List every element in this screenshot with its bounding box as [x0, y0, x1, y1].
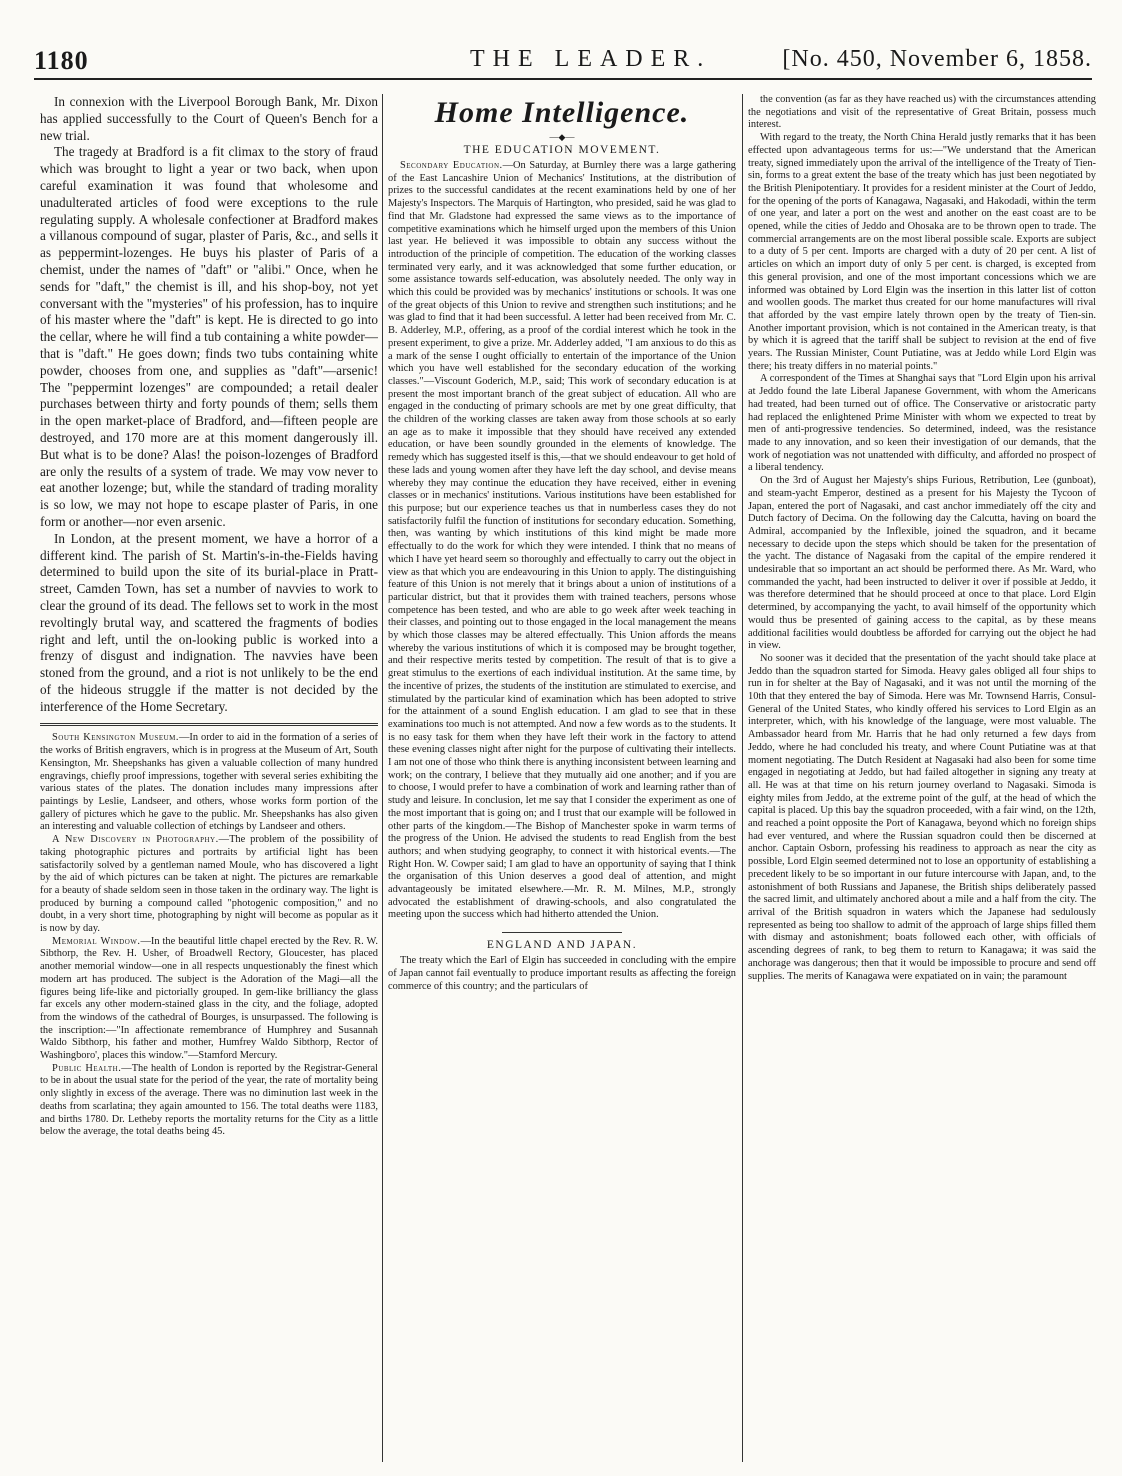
masthead: [34, 40, 1092, 76]
paragraph-liverpool-bank: In connexion with the Liverpool Borough Bank, Mr. Dixon has applied successfully to the Court of Queen's Bench for a new trial.: [40, 94, 378, 143]
note-photography: [40, 834, 378, 936]
note-lead: Public Health.: [52, 1062, 122, 1074]
article-text: —On Saturday, at Burnley there was a large gathering of the East Lancashire Union of Mechanics' Institutions, at the distribution of prizes to the successful candidates at the recent examinations held by one of her Majesty's Inspectors. The Marquis of Hartington, who presided, said he was glad to find that Mr. Gladstone had expressed the same views as to the importance of competitive examinations which he himself urged upon the members of this Union last year. He believed it was impossible to obtain any success without the introduction of the principle of competition. The education of the working classes terminated very early, and it was acknowledged that some further education, or some assistance towards self-education, was absolutely needed. The only way in which this could be provided was by mechanics' institutions or schools. It was one of the great objects of this Union to revive and strengthen such institutions; and he was glad to find that it had been successful. A letter had been received from Mr. C. B. Adderley, M.P., offering, as a proof of the cordial interest which he took in the present experiment, to give a prize. Mr. Adderley added, "I am anxious to do this as a mark of the sense I ought officially to entertain of the importance of the Union which you have well established for the secondary education of the working classes."—Viscount Goderich, M.P., said; This work of secondary education is at present the most important branch of the great subject of education. All who are engaged in the conducting of primary schools are met by one great difficulty, that the children of the working classes are taken away from those schools at so early an age as to make it impossible that they should have received any extended education, or have been soundly grounded in the elements of knowledge. The remedy which has suggested itself is this,—that we should endeavour to get hold of these lads and young women after they have left the day school, and devise means whereby they may continue the education they have received, either in evening classes or in mechanics' institutions. Various institutions have been established for this purpose; but our experience teaches us that in numberless cases they do not satisfactorily fulfil the function of institutions for secondary education. Something, then, was wanting by which institutions of this kind might be made more effectually to do the work for which they were intended. I think that no means of which I have yet heard seem so thoroughly and effectually to carry out the object in view as that which you are endeavouring in this Union to apply. The distinguishing feature of this Union is not merely that it brings about a union of institutions of a particular district, but that it provides them with trained teachers, persons whose competence has been tested, and who are able to go week after week teaching in their classes, and pointing out to those engaged in the local management the means by which those classes may be altered effectually. This Union affords the means whereby the various institutions of which it is composed may be brought together, and their respective merits tested by competition. The result of that is to give a great stimulus to the exertions of each individual institution. At the same time, by the incentive of prizes, the students of the institution are stimulated to exercise, and stimulated by the particular kind of examination which has been adopted to strive for the attainment of a sound English education. I am glad to see that in these examinations too much is not attempted. And now a few words as to the students. It is no easy task for them when they have left their work in the factory to attend these evening classes night after night for the purpose of cultivating their intellects. I am not one of those who think there is anything inconsistent between learning and work; on the contrary, I believe that they mutually aid one another; and if you are to choose, I would prefer to have a combination of work and learning rather than of study and leisure. In conclusion, let me say that I consider the experiment as one of the most important that is going on; and I trust that our example will be followed in other parts of the kingdom.—The Bishop of Manchester spoke in warm terms of the progress of the Union. He advised the students to read English from the best authors; and when studying geography, to connect it with historical events.—The Right Hon. W. Cowper said; I am glad to have an opportunity of saying that I think the organisation of this Union deserves a good deal of attention, and might advantageously be imitated elsewhere.—Mr. R. M. Milnes, M.P., strongly advocated the establishment of drawing-schools, and also congratulated the meeting upon the success which had hitherto attended the Union.: [388, 160, 736, 921]
paragraph-treaty-herald: With regard to the treaty, the North China Herald justly remarks that it has been effected upon advantageous terms for us:—"We understand that the American treaty, signed immediately upon the arrival of the intelligence of the Treaty of Tien-sin, forms to a great extent the base of the treaty which has just been negotiated by the British Plenipotentiary. It provides for a resident minister at the Court of Jeddo, for the opening of the ports of Kanagawa, Nagasaki, and Hakodadi, within the term of one year, and later a port on the west and another on the east coast are to be opened, while the cities of Jeddo and Ohosaka are to be thrown open to trade. The commercial arrangements are on the most liberal possible scale. Exports are subject to a duty of 5 per cent. Imports are charged with a duty of 20 per cent. A list of articles on which an import duty of only 5 per cent. is charged, is excepted from this general provision, and one of the most important concessions which we are informed was obtained by Lord Elgin was the insertion in this latter list of cotton and woollen goods. The market thus created for our home manufactures will rival that afforded by the vast empire lately thrown open by the treaty of Tien-sin. Another important provision, which is not contained in the American treaty, is that by which it is agreed that the tariff shall be subject to revision at the end of five years. The Russian Minister, Count Putiatine, was at Jeddo while Lord Elgin was there; his treaty differs in no material points.": [748, 132, 1096, 372]
ornament-icon: —◆—: [549, 132, 575, 142]
article-divider: [502, 932, 622, 933]
column-divider-1: [382, 94, 383, 1462]
column-left: [40, 94, 378, 1464]
paragraph-simoda-kanagawa: No sooner was it decided that the presentation of the yacht should take place at Jeddo than the squadron started for Simoda. Heavy gales obliged all four ships to run in for shelter at the Bay of Nagasaki, and it was not until the morning of the 10th that they entered the bay of Simoda. Here was Mr. Townsend Harris, Consul-General of the United States, who kindly offered his services to Lord Elgin as an interpreter, which, with his knowledge of the language, were most valuable. The Ambassador heard from Mr. Harris that he had only returned a few days from Jeddo, where he had concluded his treaty, and where Count Putiatine was at that moment negotiating. The Dutch Resident at Nagasaki had also been for some time engaged in negotiating at Jeddo, but had failed altogether in signing any treaty at all. He was at that time on his return journey overland to Nagasaki. Simoda is eighty miles from Jeddo, at the extreme point of the gulf, at the head of which the capital is placed. Up this bay the squadron proceeded, with a fair wind, on the 12th, and reached a point opposite the Port of Kanagawa, beyond which no foreign ships had ever ventured, and where the Russian squadron could then be discerned at anchor. Captain Osborn, professing his readiness to approach as near the city as possible, Lord Elgin seemed determined not to lose an opportunity of establishing a precedent likely to be so important in our future intercourse with Japan, and, to the astonishment of both Russians and Japanese, the British ships deliberately passed the sacred limit, and ultimately anchored about a mile and a half from the city. The arrival of the British squadron in waters which the Japanese had sedulously represented as being too shallow to admit of the approach of large ships filled them with dismay and astonishment; boats followed each other, with officials of ascending degrees of rank, to beg them to return to Kanagawa; it was said the anchorage was dangerous; then that it would be impossible to procure and send off supplies. The merits of Kanagawa were expatiated on in vain; the paramount: [748, 652, 1096, 982]
masthead-rule: [34, 78, 1092, 80]
article-title-england-japan: ENGLAND AND JAPAN.: [486, 939, 638, 952]
note-public-health: [40, 1063, 378, 1139]
section-title-home-intelligence: Home Intelligence.: [434, 96, 690, 129]
issue-date: [No. 450, November 6, 1858.: [782, 46, 1092, 72]
paragraph-times-correspondent: A correspondent of the Times at Shanghai says that "Lord Elgin upon his arrival at Jeddo found the late Liberal Japanese Government, with whom the Americans had treated, had been turned out of office. The Conservative or aristocratic party had replaced the enlightened Prime Minister with whom we expected to treat by men of anti-progressive tendencies. So determined, indeed, was the resistance made to any innovation, and so keen their investigation of our demands, that the work of negotiation was not unattended with difficulty, and afforded no prospect of a liberal tendency.: [748, 373, 1096, 474]
section-divider: [40, 723, 378, 726]
column-right: [748, 94, 1096, 1464]
note-text: —In order to aid in the formation of a series of the works of British engravers, which is in progress at the Museum of Art, South Kensington, Mr. Sheepshanks has given a valuable collection of many hundred engravings, chiefly proof impressions, together with several series exhibiting the various states of the plates. The donation includes many impressions after paintings by Leslie, Landseer, and others, whose works form portion of the gallery of pictures which he gave to the public. Mr. Sheepshanks has also given an interesting and valuable collection of etchings by Landseer and others.: [40, 732, 378, 833]
paragraph-nagasaki-arrival: On the 3rd of August her Majesty's ships Furious, Retribution, Lee (gunboat), and steam-yacht Emperor, destined as a present for his Majesty the Tycoon of Japan, entered the port of Nagasaki, and cast anchor immediately off the city and Dutch factory of Decima. On the following day the Calcutta, having on board the Admiral, accompanied by the Inflexible, joined the squadron, and it became necessary to decide upon the steps which should be taken for the presentation of the yacht. The distance of Nagasaki from the capital of the empire rendered it undesirable that so important an act should be performed there. As Mr. Ward, who commanded the yacht, had been instructed to deliver it over if possible at Jeddo, it was therefore determined that he should proceed at once to that place. Lord Elgin determined, by accompanying the yacht, to avail himself of the opportunity which would thus be presented of gaining access to the capital, as by these means additional facilities would doubtless be afforded for carrying out the object he had in view.: [748, 475, 1096, 652]
note-text: —In the beautiful little chapel erected by the Rev. R. W. Sibthorp, the Rev. H. Usher, of Broadwell Rectory, Gloucester, has placed another memorial window—one in all respects unquestionably the finest which modern art has produced. The subject is the Adoration of the Magi—all the figures being life-like and pictorially grouped. In gem-like brilliancy the glass far excels any other modern-stained glass in the city, and the foliage, adopted from the windows of the cathedral of Bourges, is unsurpassed. The following is the inscription:—"In affectionate remembrance of Humphrey and Susannah Waldo Sibthorp, his father and mother, Humfrey Waldo Sibthorp, Rector of Washingboro', places this window."—Stamford Mercury.: [40, 935, 378, 1062]
article-england-japan-body: The treaty which the Earl of Elgin has succeeded in concluding with the empire of Japan cannot fail eventually to produce important results as affecting the foreign commerce of this country; and the particulars of: [388, 955, 736, 992]
article-title-education: THE EDUCATION MOVEMENT.: [463, 144, 661, 156]
page-number: 1180: [34, 46, 89, 75]
note-south-kensington: [40, 732, 378, 834]
article-lead: Secondary Education.: [400, 160, 503, 171]
note-lead: South Kensington Museum.: [52, 732, 179, 744]
paragraph-bradford-tragedy: The tragedy at Bradford is a fit climax to the story of fraud which was brought to light a year or two back, when upon careful examination it was found that wholesome and unadulterated articles of food were exceptions to the rule regulating supply. A wholesale confectioner at Bradford makes a villanous compound of sugar, plaster of Paris, &c., and sells it as peppermint-lozenges. He buys his plaster of Paris of a chemist, under the names of "daft" or "alibi." Once, when he sends for "daft," the chemist is ill, and his shop-boy, not yet conversant with the "mysteries" of his profession, has to inquire of his master where the "daft" is kept. He is directed to go into the cellar, where he will find a tub containing a white powder—that is "daft." He goes down; finds two tubs containing white powder, chooses from one, and supplies as "daft"—arsenic! The "peppermint lozenges" are compounded; a retail dealer purchases between thirty and forty pounds of them; sells them in the open market-place of Bradford, and—fifteen people are destroyed, and 170 more are at this moment dangerously ill. But what is to be done? Alas! the poison-lozenges of Bradford are only the results of a system of trade. We may vow never to eat another lozenge; but, while the standard of trading morality is so low, we may not hope to escape plaster of Paris, in one form or another—nor even arsenic.: [40, 144, 378, 529]
article-education-body: [388, 160, 736, 922]
paragraph-convention: the convention (as far as they have reached us) with the circumstances attending the negotiations and visit of the representative of Great Britain, possess much interest.: [748, 94, 1096, 131]
note-text: —The health of London is reported by the Registrar-General to be in about the usual state for the period of the year, the rate of mortality being only slightly in excess of the average. There was no diminution last week in the deaths from scarlatina; they again amounted to 156. The total deaths were 1183, and births 1780. Dr. Letheby reports the mortality returns for the City as a little below the average, the total deaths being 45.: [40, 1062, 378, 1138]
note-memorial-window: [40, 936, 378, 1063]
note-lead: A New Discovery in Photography.: [52, 834, 219, 846]
paragraph-london-burial: In London, at the present moment, we have a horror of a different kind. The parish of St. Martin's-in-the-Fields having determined to build upon the site of its burial-place in Pratt-street, Camden Town, has set a number of navvies to work to clear the ground of its dead. The fellows set to work in the most revoltingly brutal way, and scattered the fragments of bodies right and left, until the on-looking public is worked into a frenzy of disgust and indignation. The navvies have been stoned from the ground, and a riot is not unlikely to be the end of the hideous struggle if the matter is not decided by the interference of the Home Secretary.: [40, 530, 378, 714]
column-divider-2: [742, 94, 743, 1462]
note-text: —The problem of the possibility of taking photographic pictures and portraits by artificial light has been satisfactorily solved by a gentleman named Moule, who has discovered a light by the aid of which pictures can be taken at night. The pictures are remarkable for a beauty of shade seldom seen in those taken in the ordinary way. The light is produced by burning a compound called "photogenic composition," and no doubt, in a very short time, photographing by night will become as popular as it is now by day.: [40, 834, 378, 935]
column-middle: [388, 94, 736, 1464]
newspaper-title: THE LEADER.: [470, 46, 712, 72]
note-lead: Memorial Window.: [52, 935, 141, 947]
